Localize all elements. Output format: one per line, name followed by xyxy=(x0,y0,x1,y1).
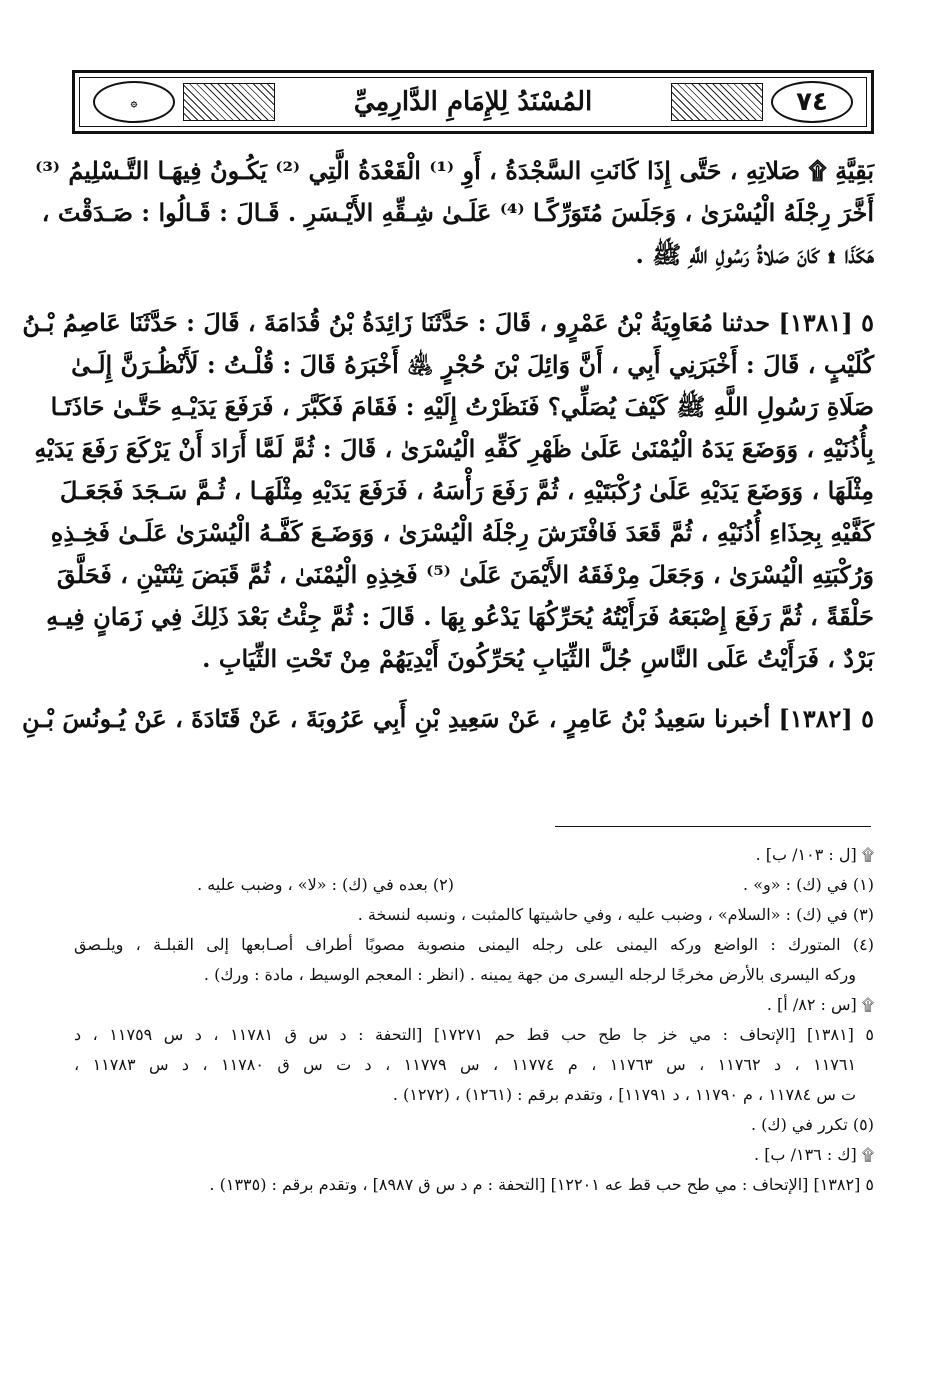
footnote: (١) في (ك) : «و» . xyxy=(743,875,874,894)
page-header xyxy=(72,70,874,134)
footnote: وركه اليسرى بالأرض مخرجًا لرجله اليسرى من جهة يمينه . (انظر : المعجم الوسيط ، مادة : ورك) . xyxy=(203,965,856,984)
running-title: المُسْنَدُ لِلإِمَامِ الدَّارِمِيِّ xyxy=(353,87,593,117)
text-line: هَكَذَا ۩ كَانَ صَلاةُ رَسُولِ اللَّهِ ﷺ . xyxy=(635,240,874,269)
header-ornament-left xyxy=(183,83,275,121)
text-line: صَلَاةِ رَسُولِ اللَّهِ ﷺ كَيْفَ يُصَلِّي؟ فَنَظَرْتُ إِلَيْهِ : فَقَامَ فَكَبَّرَ ، فَرَفَعَ يَدَيْـهِ حَتَّـىٰ حَاذَتَـا xyxy=(50,392,874,421)
footnote: (٥) تكرر في (ك) . xyxy=(750,1115,874,1134)
header-ornament-right xyxy=(671,83,763,121)
text-line: كَفَّيْهِ بِحِذَاءِ أُذُنَيْهِ ، ثُمَّ قَعَدَ فَافْتَرَشَ رِجْلَهُ الْيُسْرَىٰ ، وَوَضَـعَ كَفَّـهُ الْيُسْرَىٰ عَلَـىٰ فَخِـذِهِ xyxy=(50,518,874,547)
text-line: أَخَّرَ رِجْلَهُ الْيُسْرَىٰ ، وَجَلَسَ مُتَوَرِّكًـا ⁽⁴⁾ عَلَـىٰ شِـقِّهِ الأَيْـسَرِ . قَـالَ : قَـالُوا : صَـدَقْتَ ، xyxy=(41,198,874,227)
paragraph-gap xyxy=(74,680,874,698)
text-line: كُلَيْبٍ ، قَالَ : أَخْبَرَنِي أَبِي ، أَنَّ وَائِلَ بْنَ حُجْرٍ ﵁ أَخْبَرَهُ قَالَ : قُلْـتُ : لَأَنْظُـرَنَّ إِلَـىٰ xyxy=(71,350,874,379)
book-seal xyxy=(93,81,175,123)
footnotes xyxy=(74,840,874,1200)
footnote-pair xyxy=(74,870,874,900)
text-line: ٥ [١٣٨١] حدثنا مُعَاوِيَةُ بْنُ عَمْرٍو ، قَالَ : حَدَّثَنَا زَائِدَةُ بْنُ قُدَامَةَ ، قَالَ : حَدَّثَنَا عَاصِمُ بْـنُ xyxy=(22,308,874,337)
text-line: ٥ [١٣٨٢] أخبرنا سَعِيدُ بْنُ عَامِرٍ ، عَنْ سَعِيدِ بْنِ أَبِي عَرُوبَةَ ، عَنْ قَتَادَةَ ، عَنْ يُـونُسَ بْـنِ xyxy=(22,704,874,733)
page-number: ٧٤ xyxy=(771,81,853,123)
text-line: بَرْدٌ ، فَرَأَيْتُ عَلَى النَّاسِ جُلَّ الثِّيَابِ يُحَرِّكُونَ أَيْدِيَهُمْ مِنْ تَحْتِ الثِّيَابِ . xyxy=(202,644,874,673)
main-text xyxy=(22,150,874,740)
paragraph-gap xyxy=(74,276,874,302)
footnote: ۩ [ل : ١٠٣/ ب] . xyxy=(755,845,874,864)
footnote: (٢) بعده في (ك) : «لا» ، وضبب عليه . xyxy=(197,875,454,894)
footnote: (٣) في (ك) : «السلام» ، وضبب عليه ، وفي حاشيتها كالمثبت ، ونسبه لنسخة . xyxy=(357,905,874,924)
text-line: بِأُذُنَيْهِ ، وَوَضَعَ يَدَهُ الْيُمْنَىٰ عَلَىٰ ظَهْرِ كَفِّهِ الْيُسْرَىٰ ، قَالَ : ثُمَّ لَمَّا أَرَادَ أَنْ يَرْكَعَ رَفَعَ يَدَيْهِ xyxy=(34,434,874,463)
footnote: ٥ [١٣٨١] [الإتحاف : مي خز جا طح حب قط حم ١٧٢٧١] [التحفة : د س ق ١١٧٨١ ، د س ١١٧٥٩ ، د xyxy=(74,1025,874,1044)
footnote-divider xyxy=(555,826,871,827)
text-line: مِثْلَهَا ، وَوَضَعَ يَدَيْهِ عَلَىٰ رُكْبَتَيْهِ ، ثُمَّ رَفَعَ رَأْسَهُ ، فَرَفَعَ يَدَيْهِ مِثْلَهَـا ، ثُـمَّ سَـجَدَ فَجَعَـلَ xyxy=(59,476,874,505)
footnote: ٥ [١٣٨٢] [الإتحاف : مي طح حب قط عه ١٢٢٠١] [التحفة : م د س ق ٨٩٨٧] ، وتقدم برقم : (١٣٣٥) . xyxy=(209,1175,874,1194)
footnote: (٤) المتورك : الواضع وركه اليمنى على رجله اليمنى منصوبة مصوبًا أطراف أصـابعها إلى القبلـة ، ويلـصق xyxy=(74,935,874,954)
text-line: وَرُكْبَتِهِ الْيُسْرَىٰ ، وَجَعَلَ مِرْفَقَهُ الأَيْمَنَ عَلَىٰ ⁽⁵⁾ فَخِذِهِ الْيُمْنَىٰ ، ثُمَّ قَبَضَ ثِنْتَيْنِ ، فَحَلَّقَ xyxy=(56,560,874,589)
text-line: حَلْقَةً ، ثُمَّ رَفَعَ إِصْبَعَهُ فَرَأَيْتُهُ يُحَرِّكُهَا يَدْعُو بِهَا . قَالَ : ثُمَّ جِئْتُ بَعْدَ ذَلِكَ فِي زَمَانٍ فِيـهِ xyxy=(46,602,874,631)
seal-icon: ۞ xyxy=(130,95,138,109)
footnote: ۩ [ك : ١٣٦/ ب] . xyxy=(754,1145,874,1164)
footnote: ۩ [س : ٨٢/ أ] . xyxy=(766,995,874,1014)
footnote: ت س ١١٧٨٤ ، م ١١٧٩٠ ، د ١١٧٩١] ، وتقدم برقم : (١٢٦١) ، (١٢٧٢) . xyxy=(392,1085,856,1104)
text-line: بَقِيَّةِ ۩ صَلاتِهِ ، حَتَّى إِذَا كَانَتِ السَّجْدَةُ ، أَوِ ⁽¹⁾ الْقَعْدَةُ الَّتِي ⁽²⁾ يَكُـونُ فِيهَـا التَّـسْلِيمُ ⁽³⁾ xyxy=(35,156,874,185)
footnote: ١١٧٦١ ، د ١١٧٦٢ ، س ١١٧٦٣ ، م ١١٧٧٤ ، س ١١٧٧٩ ، د ت س ق ١١٧٨٠ ، د س ١١٧٨٣ ، xyxy=(74,1055,857,1074)
